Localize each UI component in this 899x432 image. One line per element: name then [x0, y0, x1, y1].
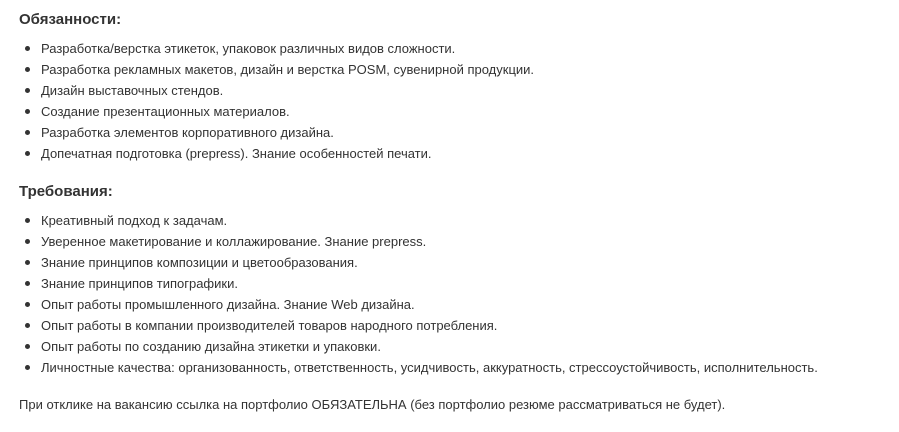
list-item: Знание принципов типографики.: [41, 273, 889, 294]
list-item: Разработка/верстка этикеток, упаковок различных видов сложности.: [41, 38, 889, 59]
list-item: Опыт работы в компании производителей товаров народного потребления.: [41, 315, 889, 336]
list-item: Личностные качества: организованность, ответственность, усидчивость, аккуратность, стрессоустойчивость, исполнительность.: [41, 357, 889, 378]
portfolio-note: При отклике на вакансию ссылка на портфолио ОБЯЗАТЕЛЬНА (без портфолио резюме рассматриваться не будет).: [19, 397, 726, 412]
list-item: Дизайн выставочных стендов.: [41, 80, 889, 101]
duties-heading: Обязанности:: [19, 11, 122, 28]
list-item: Опыт работы по созданию дизайна этикетки и упаковки.: [41, 336, 889, 357]
list-item: Опыт работы промышленного дизайна. Знание Web дизайна.: [41, 294, 889, 315]
requirements-list: [19, 210, 889, 378]
list-item: Знание принципов композиции и цветообразования.: [41, 252, 889, 273]
list-item: Разработка элементов корпоративного дизайна.: [41, 122, 889, 143]
vacancy-description: [19, 8, 889, 415]
requirements-heading: Требования:: [19, 183, 113, 200]
duties-list: [19, 38, 889, 164]
list-item: Допечатная подготовка (prepress). Знание особенностей печати.: [41, 143, 889, 164]
list-item: Уверенное макетирование и коллажирование. Знание prepress.: [41, 231, 889, 252]
list-item: Креативный подход к задачам.: [41, 210, 889, 231]
list-item: Разработка рекламных макетов, дизайн и верстка POSM, сувенирной продукции.: [41, 59, 889, 80]
list-item: Создание презентационных материалов.: [41, 101, 889, 122]
